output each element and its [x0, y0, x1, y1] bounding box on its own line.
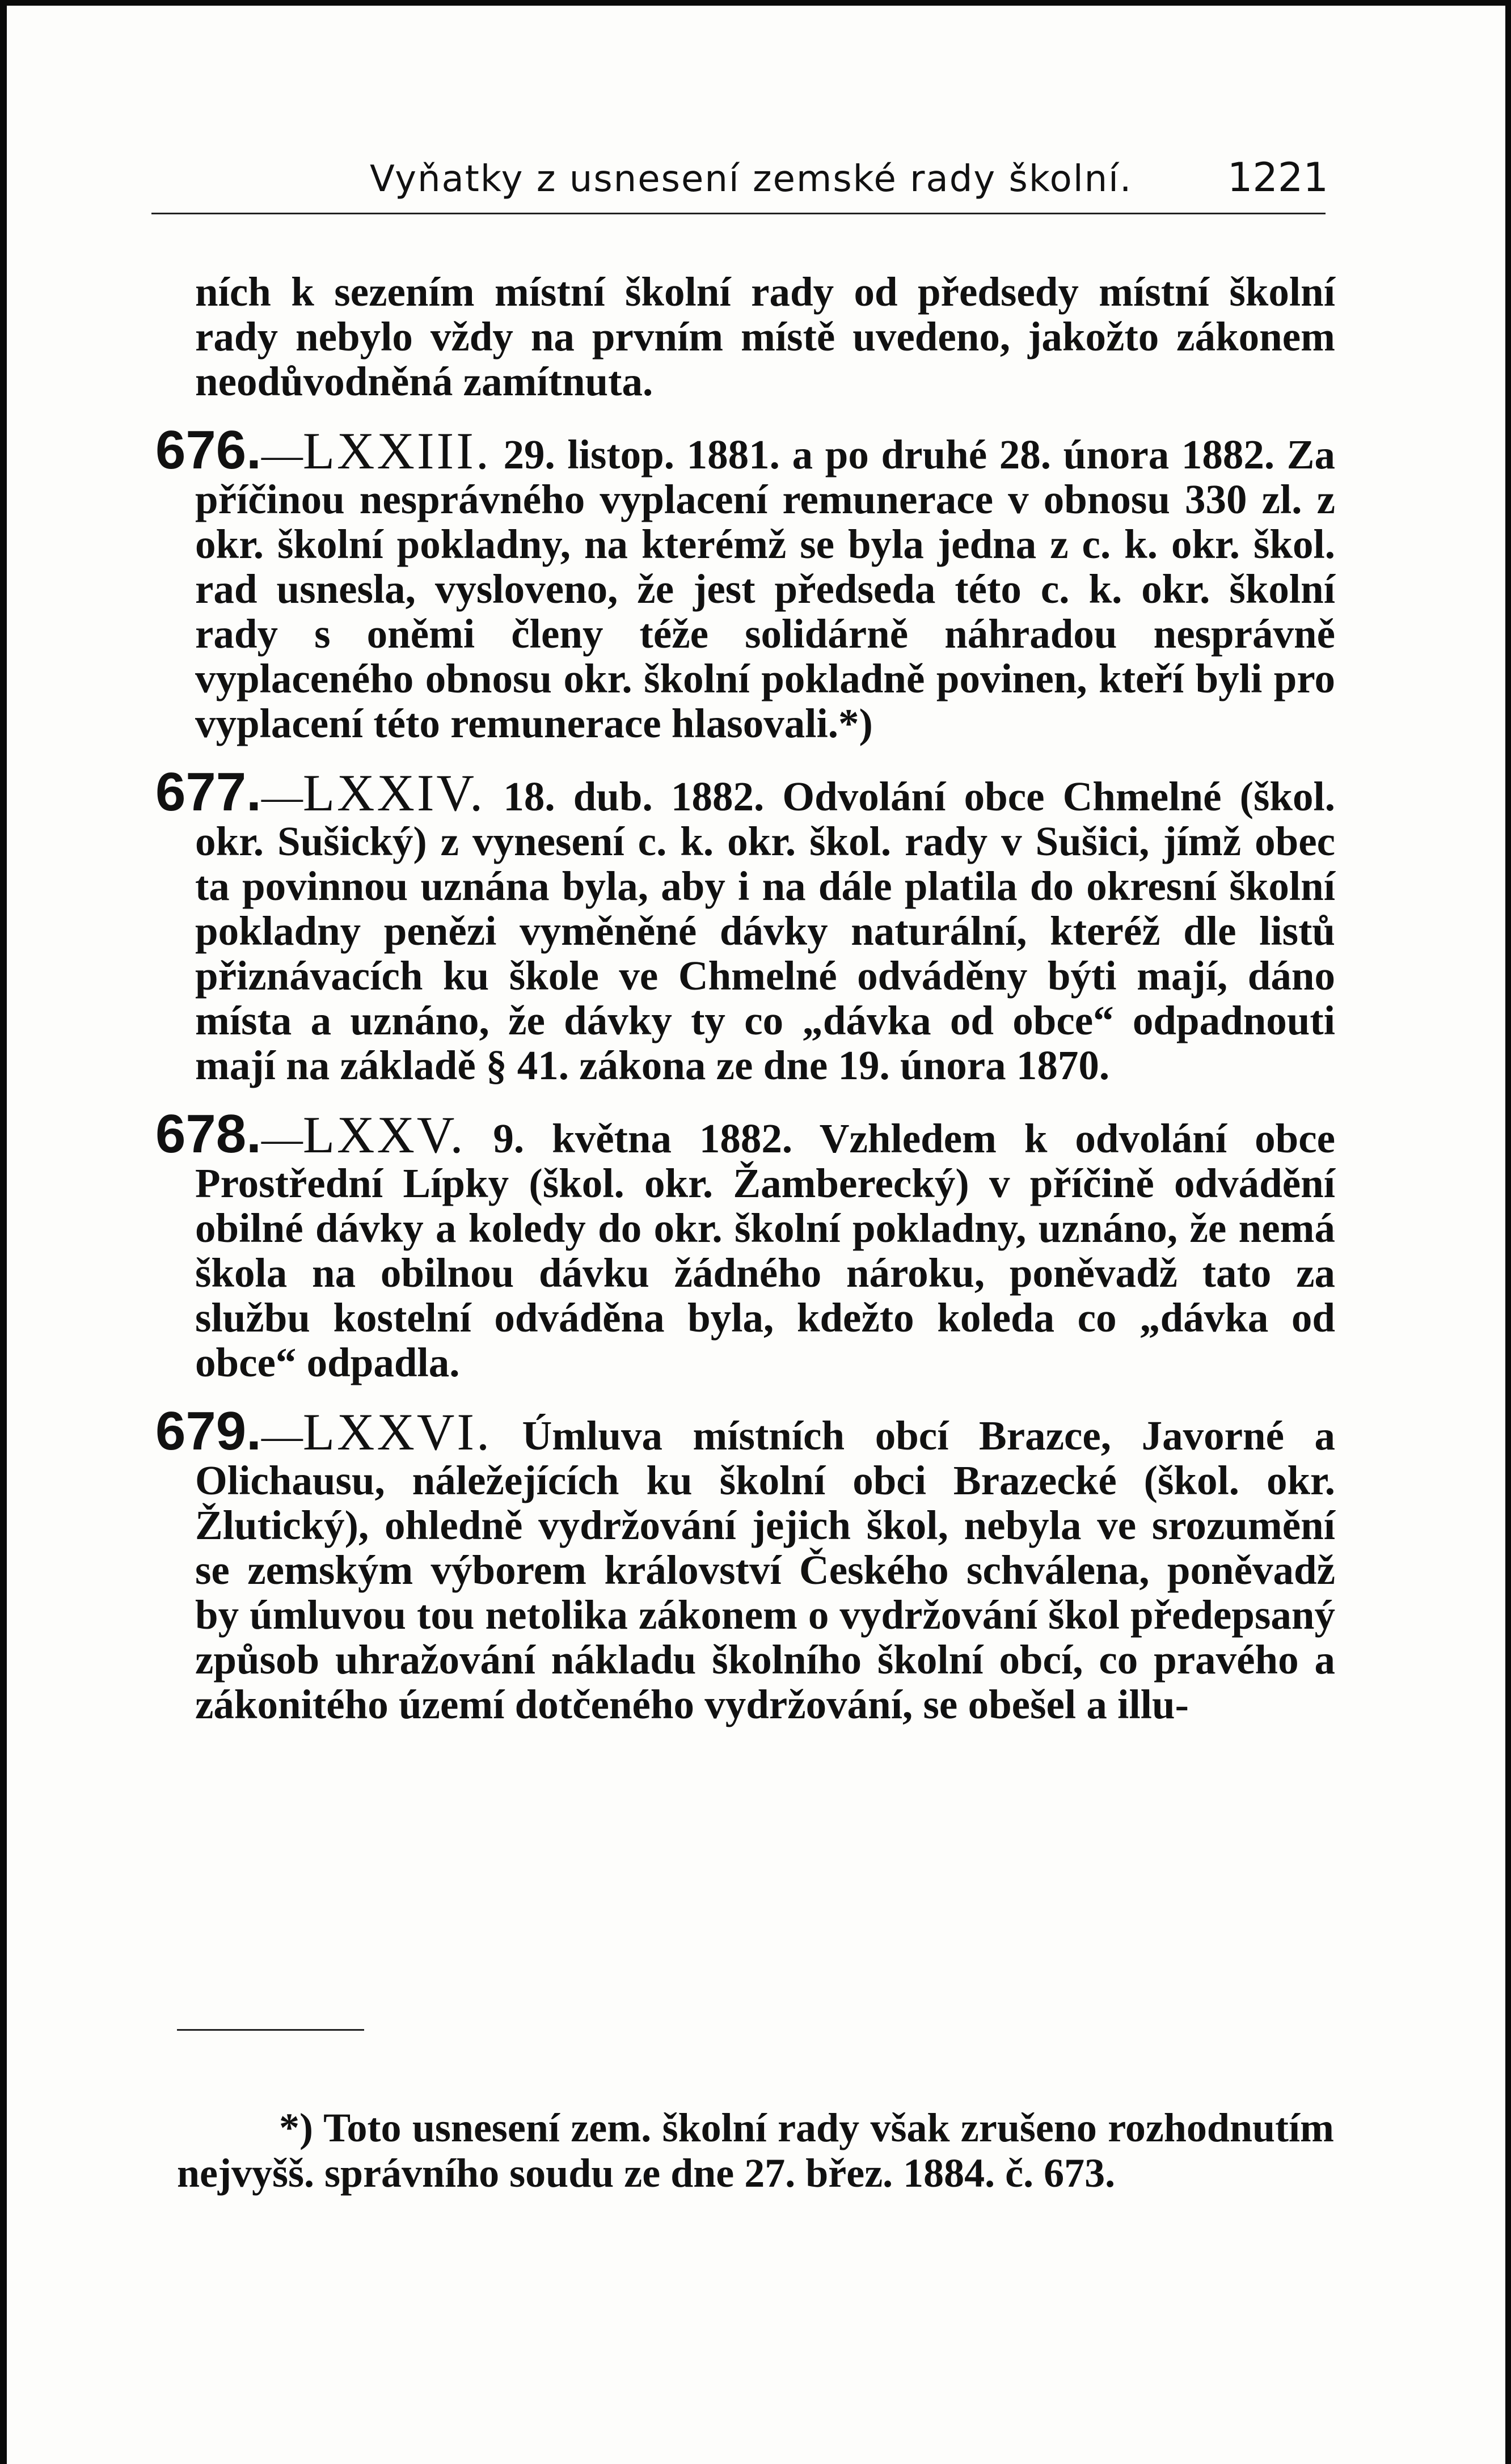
footnote-rule [177, 2029, 364, 2031]
entry-678 [155, 1104, 1336, 1385]
running-title: Vyňatky z usnesení zemské rady školní. [370, 158, 1133, 200]
entry-677 [155, 762, 1335, 1088]
entry-roman-numeral: LXXIV. [302, 764, 486, 822]
entry-dash: — [261, 774, 303, 819]
entry-number: 678. [155, 1104, 261, 1164]
intro-paragraph: ních k sezením místní školní rady od předsedy místní školní rady nebylo vždy na prvním místě uvedeno, jakožto zákonem neodůvodněná zamítnuta. [195, 269, 1335, 404]
footnote [177, 2105, 1334, 2196]
entry-dash: — [261, 1115, 303, 1161]
entry-text: 9. května 1882. Vzhledem k odvolání obce Prostřední Lípky (škol. okr. Žamberecký) v příčině odvádění obilné dávky a koledy do okr. školní pokladny, uznáno, že nemá škola na obilnou dávku žádného nároku, poněvadž tato za službu kostelní odváděna byla, kdežto koleda co „dávka od obce“ odpadla. [195, 1115, 1336, 1385]
entry-roman-numeral: LXXIII. [302, 422, 491, 480]
entry-number: 676. [155, 420, 261, 480]
footnote-mark: *) [279, 2105, 313, 2150]
page-header [370, 154, 1328, 201]
entry-dash: — [261, 1413, 303, 1459]
entry-number: 677. [155, 762, 261, 822]
header-rule [151, 213, 1326, 214]
entry-679 [155, 1401, 1336, 1727]
entry-text: 18. dub. 1882. Odvolání obce Chmelné (škol. okr. Sušický) z vynesení c. k. okr. škol. rady v Sušici, jímž obec ta povinnou uznána byla, aby i na dále platila do okresní školní pokladny penězi vyměněné dávky naturální, kteréž dle listů přiznávacích ku škole ve Chmelné odváděny býti mají, dáno místa a uznáno, že dávky ty co „dávka od obce“ odpadnouti mají na základě § 41. zákona ze dne 19. února 1870. [195, 774, 1335, 1088]
entry-text: 29. listop. 1881. a po druhé 28. února 1882. Za příčinou nesprávného vyplacení remunerace v obnosu 330 zl. z okr. školní pokladny, na kterémž se byla jedna z c. k. okr. škol. rad usnesla, vysloveno, že jest předseda této c. k. okr. školní rady s oněmi členy téže solidárně náhradou nesprávně vyplaceného obnosu okr. školní pokladně povinen, kteří byli pro vyplacení této remunerace hlasovali.*) [195, 432, 1335, 746]
entry-roman-numeral: LXXV. [302, 1106, 466, 1164]
body-text [155, 269, 1336, 1727]
footnote-text: Toto usnesení zem. školní rady však zrušeno rozhodnutím nejvyšš. správního soudu ze dne 27. břez. 1884. č. 673. [177, 2105, 1335, 2196]
entry-dash: — [261, 432, 303, 477]
page-number: 1221 [1227, 154, 1328, 201]
entry-roman-numeral: LXXVI. [302, 1403, 492, 1461]
entry-text: Úmluva místních obcí Brazce, Javorné a Olichausu, náležejících ku školní obci Brazecké (škol. okr. Žlutický), ohledně vydržování jejich škol, nebyla ve srozumění se zemským výborem království Českého schválena, poněvadž by úmluvou tou netolika zákonem o vydržování škol předepsaný způsob uhražování nákladu školního školní obcí, co pravého a zákonitého území dotčeného vydržování, se obešel a illu- [195, 1413, 1336, 1727]
entry-number: 679. [155, 1401, 261, 1461]
entry-676 [155, 420, 1335, 746]
